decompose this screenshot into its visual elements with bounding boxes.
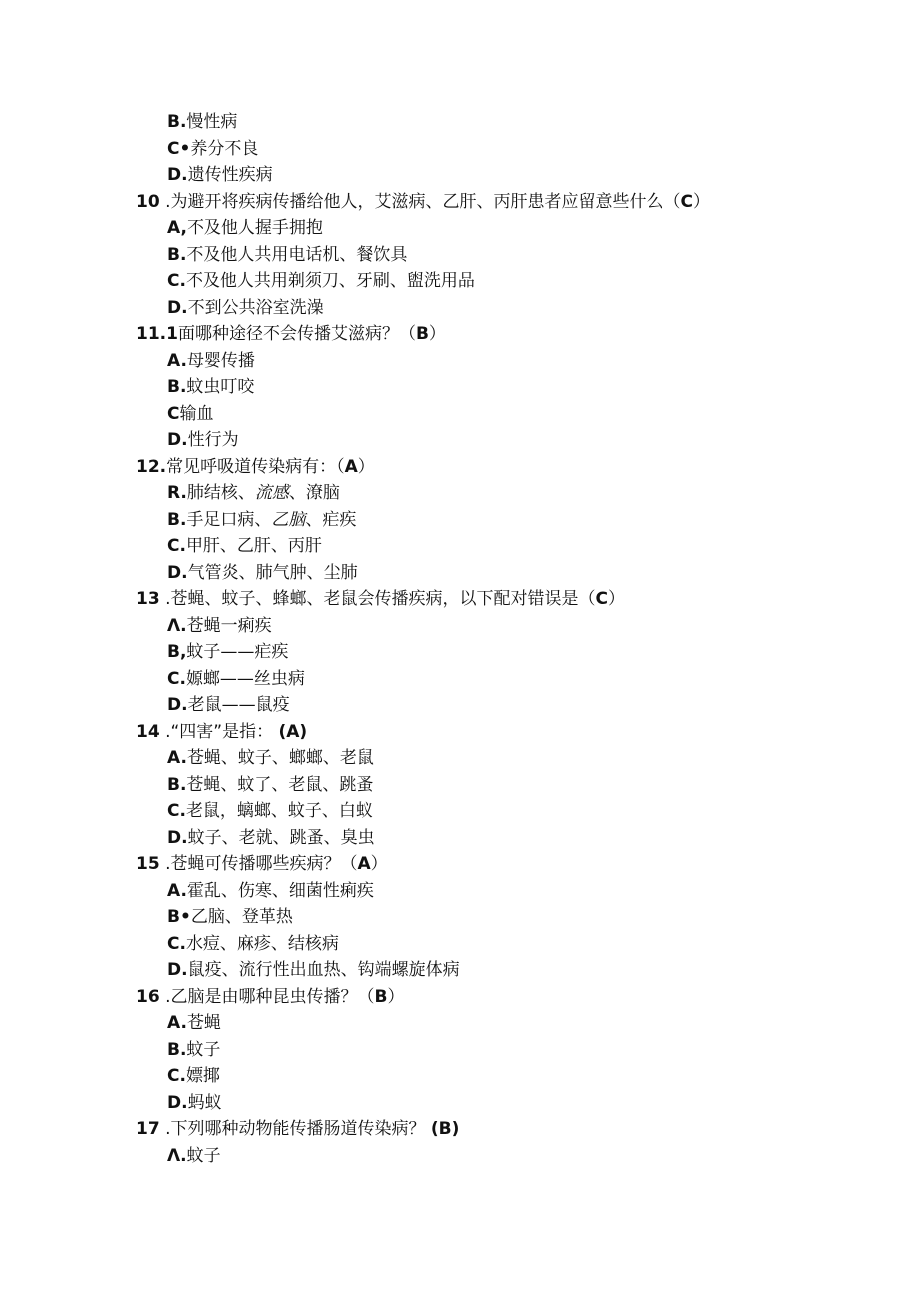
item-label: 11.1 <box>136 324 178 344</box>
item-label: R. <box>167 483 187 503</box>
item-label: B. <box>167 244 187 265</box>
option-line <box>0 1037 920 1064</box>
item-text: 老鼠——鼠疫 <box>187 695 290 715</box>
item-text: 苍蝇一痢疾 <box>186 615 272 636</box>
item-label: C. <box>167 933 186 954</box>
item-label: A. <box>167 880 187 901</box>
answer-key: B <box>374 986 388 1007</box>
item-label: B• <box>167 907 191 927</box>
item-label: B. <box>167 377 187 397</box>
answer-key: A <box>344 456 358 477</box>
option-line <box>0 957 920 984</box>
item-text: 面哪种途径不会传播艾滋病？（ <box>177 324 416 344</box>
item-text: 苍蝇 <box>186 1013 221 1033</box>
option-line <box>0 745 920 772</box>
item-label: B. <box>167 774 187 795</box>
item-text: ） <box>428 324 446 344</box>
item-text: 乙脑 <box>271 509 306 530</box>
question-line <box>0 719 920 746</box>
option-line <box>0 931 920 958</box>
option-line <box>0 560 920 587</box>
item-label: A. <box>167 748 187 768</box>
item-label: D. <box>167 827 188 848</box>
item-text: 、潦脑 <box>288 483 340 503</box>
option-line <box>0 798 920 825</box>
item-label: B, <box>167 642 187 662</box>
item-text: 嫄螂——丝虫病 <box>185 668 305 689</box>
item-label: D. <box>167 695 188 715</box>
option-line <box>0 109 920 136</box>
answer-key: B <box>415 324 429 344</box>
item-label: 17 <box>136 1119 160 1139</box>
question-line <box>0 454 920 481</box>
item-label: D. <box>167 960 188 980</box>
option-line <box>0 533 920 560</box>
item-text: 蚊子、老就、跳蚤、臭虫 <box>187 827 375 848</box>
item-label: C• <box>167 138 191 159</box>
answer-key: A <box>357 854 371 874</box>
item-text: 、疟疾 <box>305 509 357 530</box>
item-label: C. <box>167 271 186 291</box>
item-text: 手足口病、 <box>186 509 272 530</box>
item-label: A. <box>167 350 187 371</box>
item-text: 甲肝、乙肝、丙肝 <box>185 536 322 556</box>
question-line <box>0 586 920 613</box>
item-label: B. <box>167 1039 187 1060</box>
answer-key: (A) <box>278 721 308 742</box>
option-line <box>0 427 920 454</box>
item-text: 霍乱、伤寒、细菌性痢疾 <box>186 880 374 901</box>
item-text: ） <box>692 191 710 212</box>
option-line <box>0 613 920 640</box>
answer-key: C <box>680 191 693 212</box>
option-line <box>0 295 920 322</box>
item-label: D. <box>167 165 188 185</box>
option-line <box>0 136 920 163</box>
option-line <box>0 878 920 905</box>
question-list <box>0 109 920 1169</box>
item-text: 性行为 <box>187 430 239 450</box>
item-label: 10 <box>136 191 160 212</box>
item-text: ） <box>607 589 625 609</box>
option-line <box>0 1010 920 1037</box>
item-label: 14 <box>136 721 160 742</box>
item-text: 不及他人握手拥抱 <box>186 218 323 238</box>
item-text: 苍蝇、蚊了、老鼠、跳蚤 <box>186 774 374 795</box>
item-label: B. <box>167 112 187 132</box>
item-label: Λ. <box>167 1145 187 1166</box>
question-line <box>0 321 920 348</box>
item-text: 气管炎、肺气肿、尘肺 <box>187 562 358 583</box>
item-text: 老鼠，螭螂、蚊子、白蚁 <box>185 801 373 821</box>
question-line <box>0 851 920 878</box>
item-text: 输血 <box>179 403 214 424</box>
question-line <box>0 189 920 216</box>
option-line <box>0 772 920 799</box>
item-label: 12. <box>136 456 167 477</box>
item-text: 母婴传播 <box>186 350 255 371</box>
item-text: 养分不良 <box>190 138 259 159</box>
answer-key: (B) <box>430 1119 460 1139</box>
item-label: 13 <box>136 589 160 609</box>
item-label: B. <box>167 509 187 530</box>
option-line <box>0 374 920 401</box>
item-text: 蚊子 <box>186 1039 221 1060</box>
item-text: 流感 <box>254 483 289 503</box>
option-line <box>0 639 920 666</box>
item-text: 不及他人共用剃须刀、牙刷、盥洗用品 <box>185 271 475 291</box>
item-text: .为避开将疾病传播给他人，艾滋病、乙肝、丙肝患者应留意些什么（ <box>159 191 681 212</box>
question-line <box>0 1116 920 1143</box>
item-text: .“四害”是指： <box>159 721 279 742</box>
option-line <box>0 1063 920 1090</box>
item-label: D. <box>167 562 188 583</box>
option-line <box>0 480 920 507</box>
answer-key: C <box>595 589 608 609</box>
option-line <box>0 1143 920 1170</box>
item-text: .乙脑是由哪种昆虫传播？（ <box>159 986 375 1007</box>
item-label: C. <box>167 1066 186 1086</box>
option-line <box>0 825 920 852</box>
option-line <box>0 215 920 242</box>
item-text: .苍蝇、蚊子、蜂螂、老鼠会传播疾病，以下配对错误是（ <box>159 589 596 609</box>
item-text: 不及他人共用电话机、餐饮具 <box>186 244 408 265</box>
item-text: 水痘、麻疹、结核病 <box>185 933 339 954</box>
item-label: C. <box>167 668 186 689</box>
option-line <box>0 692 920 719</box>
option-line <box>0 401 920 428</box>
option-line <box>0 666 920 693</box>
item-text: ） <box>370 854 388 874</box>
option-line <box>0 904 920 931</box>
item-label: 15 <box>136 854 160 874</box>
item-text: 慢性病 <box>186 112 238 132</box>
item-text: 肺结核、 <box>186 483 255 503</box>
item-text: 蚊虫叮咬 <box>186 377 255 397</box>
item-text: 鼠疫、流行性出血热、钩端螺旋体病 <box>187 960 460 980</box>
item-label: D. <box>167 430 188 450</box>
item-text: 蚊子 <box>186 1145 221 1166</box>
question-line <box>0 984 920 1011</box>
item-label: D. <box>167 1092 188 1113</box>
item-text: 蚊子——疟疾 <box>186 642 289 662</box>
item-label: C. <box>167 801 186 821</box>
item-text: 蚂蚁 <box>187 1092 222 1113</box>
item-text: ） <box>357 456 375 477</box>
option-line <box>0 268 920 295</box>
item-text: 遗传性疾病 <box>187 165 273 185</box>
item-label: 16 <box>136 986 160 1007</box>
option-line <box>0 162 920 189</box>
item-text: 不到公共浴室洗澡 <box>187 297 324 318</box>
item-text: 苍蝇、蚊子、螂螂、老鼠 <box>186 748 374 768</box>
item-text: .苍蝇可传播哪些疾病？（ <box>159 854 358 874</box>
item-text: 嫖揶 <box>185 1066 220 1086</box>
option-line <box>0 348 920 375</box>
option-line <box>0 1090 920 1117</box>
item-text: .下列哪种动物能传播肠道传染病？ <box>159 1119 431 1139</box>
item-label: C. <box>167 536 186 556</box>
item-label: Λ. <box>167 615 187 636</box>
item-label: A. <box>167 1013 187 1033</box>
option-line <box>0 507 920 534</box>
item-text: 乙脑、登革热 <box>190 907 293 927</box>
item-label: D. <box>167 297 188 318</box>
item-text: ） <box>387 986 405 1007</box>
item-label: C <box>167 403 180 424</box>
item-label: A, <box>167 218 187 238</box>
option-line <box>0 242 920 269</box>
item-text: 常见呼吸道传染病有：（ <box>166 456 345 477</box>
